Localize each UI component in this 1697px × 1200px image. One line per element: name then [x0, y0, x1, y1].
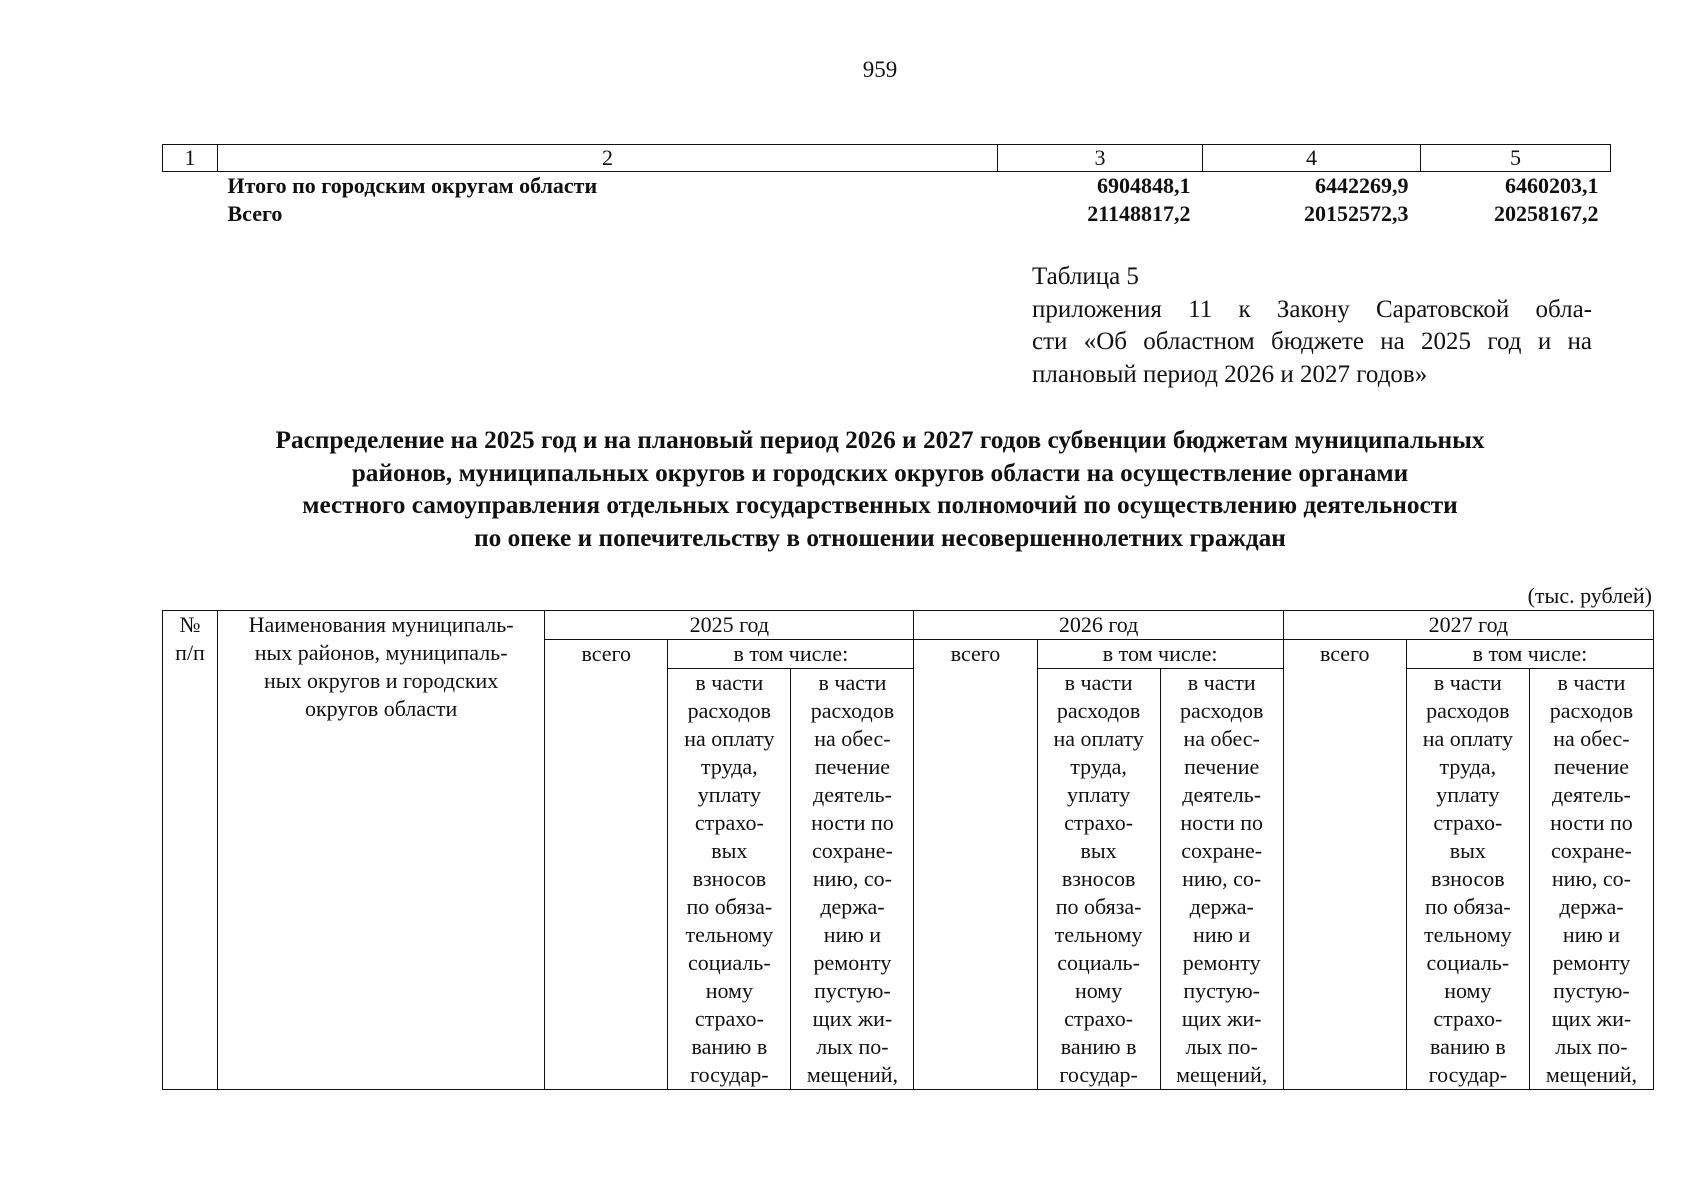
row-value-2026: 20152572,3 [1304, 201, 1409, 226]
heading-line: Распределение на 2025 год и на плановый период 2026 и 2027 годов субвенции бюджетам муниципальных [275, 426, 1485, 454]
header-housing-costs: в части расходов на обес- печение деятель- ности по сохране- нию, со- держа- нию и ремонту пустую- щих жи- лых по- мещений, [1160, 669, 1283, 1090]
distribution-table [162, 610, 1654, 1090]
header-number: № п/п [163, 611, 218, 1090]
appendix-reference [1032, 261, 1592, 391]
table-row [163, 200, 1611, 228]
row-value-2025: 6904848,1 [1097, 173, 1191, 198]
appendix-line: плановый период 2026 и 2027 годов» [1032, 360, 1428, 388]
header-housing-costs: в части расходов на обес- печение деятель- ности по сохране- нию, со- держа- нию и ремонту пустую- щих жи- лых по- мещений, [1529, 669, 1653, 1090]
heading-line: местного самоуправления отдельных государственных полномочий по осуществлению деятельности [302, 491, 1458, 519]
header-row-years [163, 611, 1654, 640]
column-number: 4 [1203, 145, 1421, 172]
header-including: в том числе: [1037, 640, 1283, 669]
appendix-line: сти «Об областном бюджете на 2025 год и на [1032, 328, 1592, 355]
document-heading [150, 424, 1610, 554]
row-label: Всего [227, 201, 283, 226]
page-number: 959 [862, 57, 898, 82]
header-total: всего [914, 640, 1037, 1090]
header-labor-costs: в части расходов на оплату труда, уплату страхо- вых взносов по обяза- тельному социаль- ному страхо- ванию в государ- [1037, 669, 1160, 1090]
row-label: Итого по городским округам области [227, 173, 598, 198]
continuation-table [162, 144, 1611, 228]
appendix-line: приложения 11 к Закону Саратовской обла- [1032, 295, 1592, 323]
column-number: 5 [1421, 145, 1611, 172]
header-total: всего [1283, 640, 1406, 1090]
header-year-2027: 2027 год [1283, 611, 1653, 640]
row-value-2027: 6460203,1 [1505, 173, 1599, 198]
column-number: 2 [218, 145, 998, 172]
row-value-2027: 20258167,2 [1494, 201, 1599, 226]
header-including: в том числе: [1406, 640, 1653, 669]
column-number: 3 [998, 145, 1203, 172]
header-housing-costs: в части расходов на обес- печение деятель- ности по сохране- нию, со- держа- нию и ремонту пустую- щих жи- лых по- мещений, [791, 669, 914, 1090]
column-number: 1 [163, 145, 218, 172]
header-total: всего [545, 640, 668, 1090]
header-year-2026: 2026 год [914, 611, 1283, 640]
header-year-2025: 2025 год [545, 611, 914, 640]
header-including: в том числе: [668, 640, 914, 669]
heading-line: по опеке и попечительству в отношении несовершеннолетних граждан [474, 523, 1286, 552]
header-labor-costs: в части расходов на оплату труда, уплату страхо- вых взносов по обяза- тельному социаль- ному страхо- ванию в государ- [668, 669, 791, 1090]
heading-line: районов, муниципальных округов и городских округов области на осуществление органами [351, 458, 1409, 487]
header-municipality-name: Наименования муниципаль- ных районов, муниципаль- ных округов и городских округов области [218, 611, 545, 1090]
header-labor-costs: в части расходов на оплату труда, уплату страхо- вых взносов по обяза- тельному социаль- ному страхо- ванию в государ- [1406, 669, 1529, 1090]
table-row [163, 172, 1611, 201]
column-number-row [163, 145, 1611, 172]
row-value-2026: 6442269,9 [1315, 173, 1409, 198]
units-label: (тыс. рублей) [1527, 583, 1652, 608]
row-value-2025: 21148817,2 [1087, 201, 1191, 226]
appendix-table-number: Таблица 5 [1032, 263, 1139, 290]
